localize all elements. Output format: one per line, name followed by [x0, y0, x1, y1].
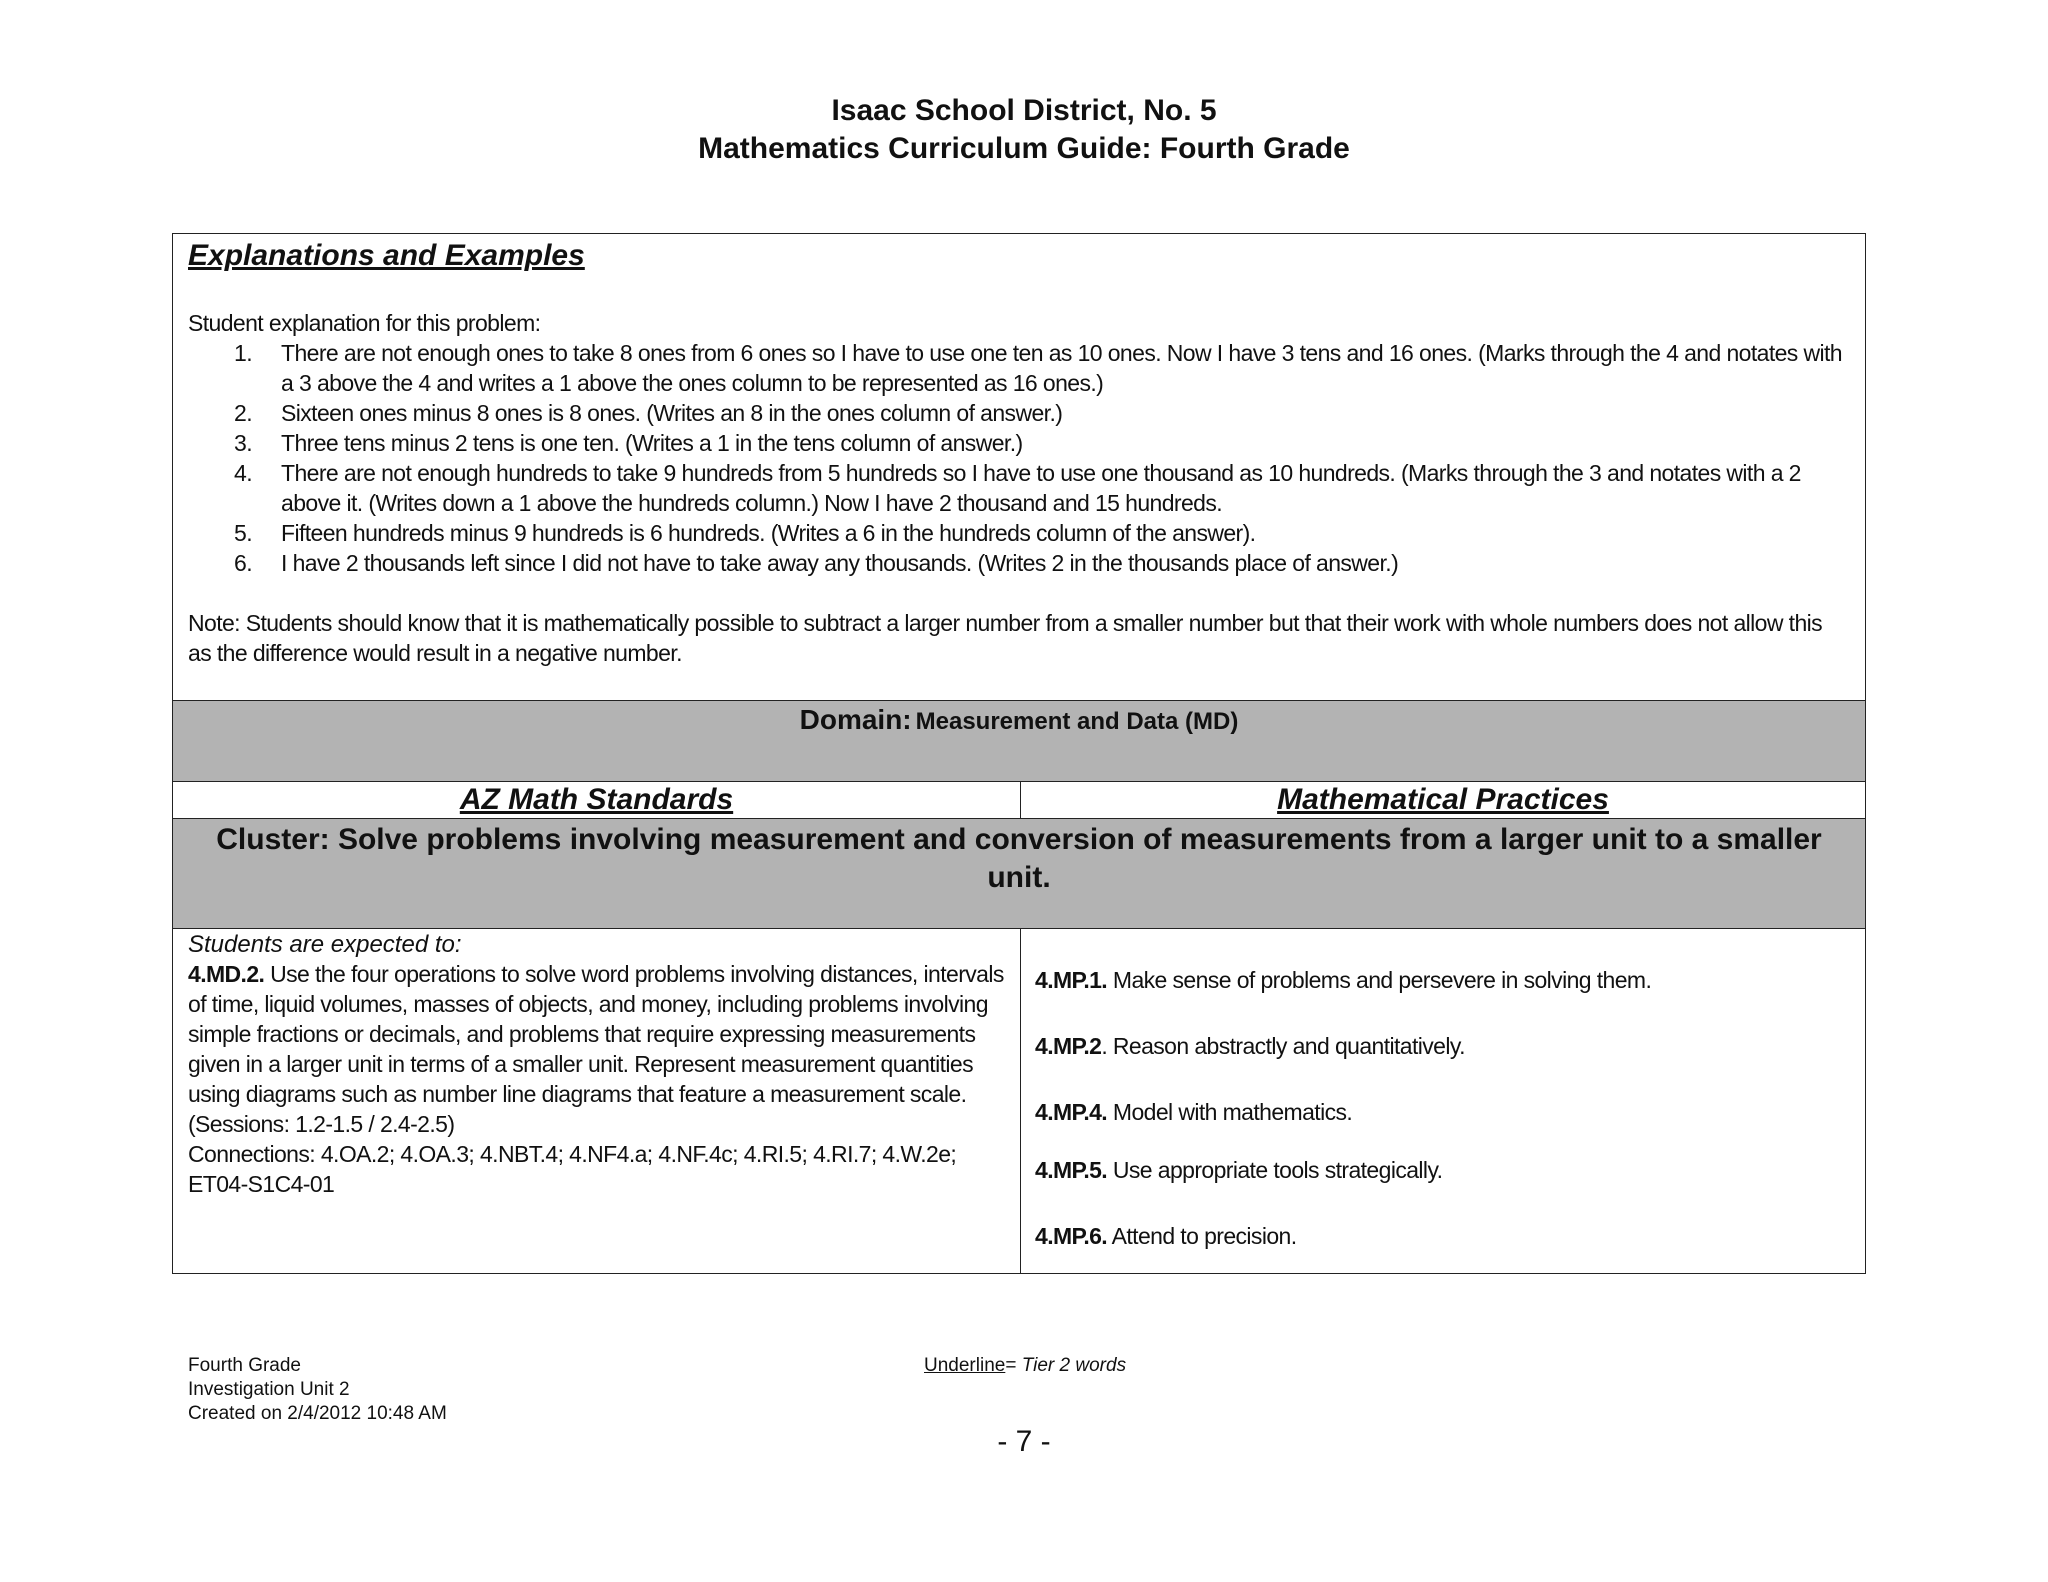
- legend-underline: Underline: [924, 1355, 1006, 1376]
- explanation-step: I have 2 thousands left since I did not have to take away any thousands. (Writes 2 in the thousands place of answer.): [281, 550, 1399, 576]
- domain-value: Measurement and Data (MD): [915, 708, 1239, 735]
- expected-label: Students are expected to:: [188, 931, 462, 958]
- practice-code: 4.MP.1.: [1035, 967, 1108, 993]
- practice-text: Model with mathematics.: [1112, 1099, 1353, 1125]
- practice-item: [1035, 1221, 1853, 1251]
- cluster-banner: Cluster: Solve problems involving measurement and conversion of measurements from a larger unit to a smaller unit.: [173, 819, 1865, 929]
- practice-text: Make sense of problems and persevere in solving them.: [1112, 967, 1652, 993]
- standard-code: 4.MD.2.: [188, 961, 265, 987]
- az-standards-header: AZ Math Standards: [173, 782, 1021, 818]
- footer-info: [188, 1354, 447, 1426]
- curriculum-table: [172, 233, 1866, 1274]
- practice-item: [1035, 1097, 1853, 1127]
- column-headers: [173, 782, 1865, 819]
- domain-label: Domain:: [799, 704, 912, 735]
- explanation-step: Sixteen ones minus 8 ones is 8 ones. (Writes an 8 in the ones column of answer.): [281, 400, 1063, 426]
- legend-equals: =: [1005, 1355, 1022, 1376]
- practice-text: Attend to precision.: [1111, 1223, 1297, 1249]
- practice-code: 4.MP.6.: [1035, 1223, 1108, 1249]
- explanations-heading: Explanations and Examples: [188, 239, 585, 272]
- guide-title: Mathematics Curriculum Guide: Fourth Grade: [698, 132, 1350, 165]
- legend-tier: Tier 2 words: [1021, 1355, 1127, 1376]
- practice-item: [1035, 1155, 1853, 1185]
- explanation-step: Fifteen hundreds minus 9 hundreds is 6 hundreds. (Writes a 6 in the hundreds column of the answer).: [281, 520, 1256, 546]
- footer-created: Created on 2/4/2012 10:48 AM: [188, 1403, 447, 1424]
- explanation-step: There are not enough ones to take 8 ones from 6 ones so I have to use one ten as 10 ones. Now I have 3 tens and 16 ones. (Marks through the 4 and notates with a 3 above the 4 and writes a 1 above the ones column to be represented as 16 ones.): [281, 340, 1842, 396]
- explanations-section: [173, 234, 1865, 701]
- standard-description: Use the four operations to solve word problems involving distances, intervals of time, liquid volumes, masses of objects, and money, including problems involving simple fractions or decimals, and problems that require expressing measurements given in a larger unit in terms of a smaller unit. Represent measurement quantities using diagrams such as number line diagrams that feature a measurement scale.: [188, 961, 1004, 1107]
- practice-code: 4.MP.5.: [1035, 1157, 1108, 1183]
- practice-code: 4.MP.2: [1035, 1033, 1102, 1059]
- standard-connections: Connections: 4.OA.2; 4.OA.3; 4.NBT.4; 4.NF4.a; 4.NF.4c; 4.RI.5; 4.RI.7; 4.W.2e; ET04-S1C4-01: [188, 1141, 957, 1197]
- footer-unit: Investigation Unit 2: [188, 1379, 350, 1400]
- practice-item: [1035, 965, 1853, 995]
- standard-text: [188, 959, 1008, 1109]
- domain-banner: [173, 701, 1865, 782]
- page-number: - 7 -: [997, 1425, 1051, 1458]
- footer-legend: [924, 1354, 1126, 1378]
- practice-text: Use appropriate tools strategically.: [1112, 1157, 1443, 1183]
- district-title: Isaac School District, No. 5: [831, 94, 1217, 127]
- explanation-note: Note: Students should know that it is mathematically possible to subtract a larger number from a smaller number but that their work with whole numbers does not allow this as the difference would result in a negative number.: [188, 610, 1823, 666]
- explanation-steps: [188, 338, 1847, 578]
- footer-grade: Fourth Grade: [188, 1355, 301, 1376]
- math-practices-header: Mathematical Practices: [1277, 783, 1609, 816]
- explanation-step: There are not enough hundreds to take 9 hundreds from 5 hundreds so I have to use one thousand as 10 hundreds. (Marks through the 3 and notates with a 2 above it. (Writes down a 1 above the hundreds column.) Now I have 2 thousand and 15 hundreds.: [281, 460, 1801, 516]
- standard-sessions: (Sessions: 1.2-1.5 / 2.4-2.5): [188, 1111, 455, 1137]
- explanation-step: Three tens minus 2 tens is one ten. (Writes a 1 in the tens column of answer.): [281, 430, 1023, 456]
- practice-item: [1035, 1031, 1853, 1061]
- explanation-intro: Student explanation for this problem:: [188, 310, 541, 336]
- standards-row: [173, 929, 1865, 1273]
- standard-cell: [173, 929, 1021, 1273]
- practices-cell: [1021, 929, 1865, 1273]
- practice-text: . Reason abstractly and quantitatively.: [1101, 1033, 1465, 1059]
- practice-code: 4.MP.4.: [1035, 1099, 1108, 1125]
